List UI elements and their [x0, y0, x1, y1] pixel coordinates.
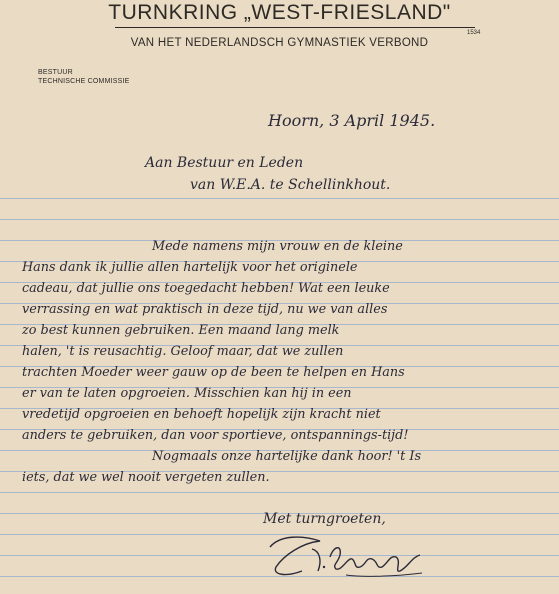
body-line: halen, 't is reusachtig. Geloof maar, dat we zullen: [22, 344, 344, 359]
body-line: er van te laten opgroeien. Misschien kan hij in een: [22, 386, 352, 401]
body-line: anders te gebruiken, dan voor sportieve, ontspannings-tijd!: [22, 428, 409, 443]
body-line: zo best kunnen gebruiken. Een maand lang melk: [22, 323, 340, 338]
club-subtitle: VAN HET NEDERLANDSCH GYMNASTIEK VERBOND: [130, 37, 429, 49]
body-line: iets, dat we wel nooit vergeten zullen.: [22, 470, 270, 485]
addressee-line-1: Aan Bestuur en Leden: [145, 155, 304, 171]
club-title: TURNKRING „WEST-FRIESLAND": [108, 1, 451, 24]
body-line: trachten Moeder weer gauw op de been te helpen en Hans: [22, 365, 405, 380]
body-line: Mede namens mijn vrouw en de kleine: [152, 239, 403, 254]
board-label: BESTUUR: [38, 69, 73, 76]
board-labels: [38, 68, 130, 86]
closing-greeting: Met turngroeten,: [263, 511, 386, 527]
body-line: verrassing en wat praktisch in deze tijd, nu we van alles: [22, 302, 388, 317]
title-rule: [115, 27, 475, 28]
body-line: cadeau, dat jullie ons toegedacht hebben! Wat een leuke: [22, 281, 390, 296]
committee-label: TECHNISCHE COMMISSIE: [38, 78, 130, 85]
letter-body: [22, 236, 552, 488]
letter-date: Hoorn, 3 April 1945.: [268, 111, 436, 130]
handwritten-signature: [262, 527, 432, 583]
letterhead: [0, 0, 559, 172]
body-line: Nogmaals onze hartelijke dank hoor! 't Is: [152, 449, 422, 464]
body-line: vredetijd opgroeien en behoeft hopelijk zijn kracht niet: [22, 407, 381, 422]
body-line: Hans dank ik jullie allen hartelijk voor het originele: [22, 260, 358, 275]
addressee-line-2: van W.E.A. te Schellinkhout.: [190, 177, 391, 193]
reference-number: 1534: [467, 30, 481, 36]
